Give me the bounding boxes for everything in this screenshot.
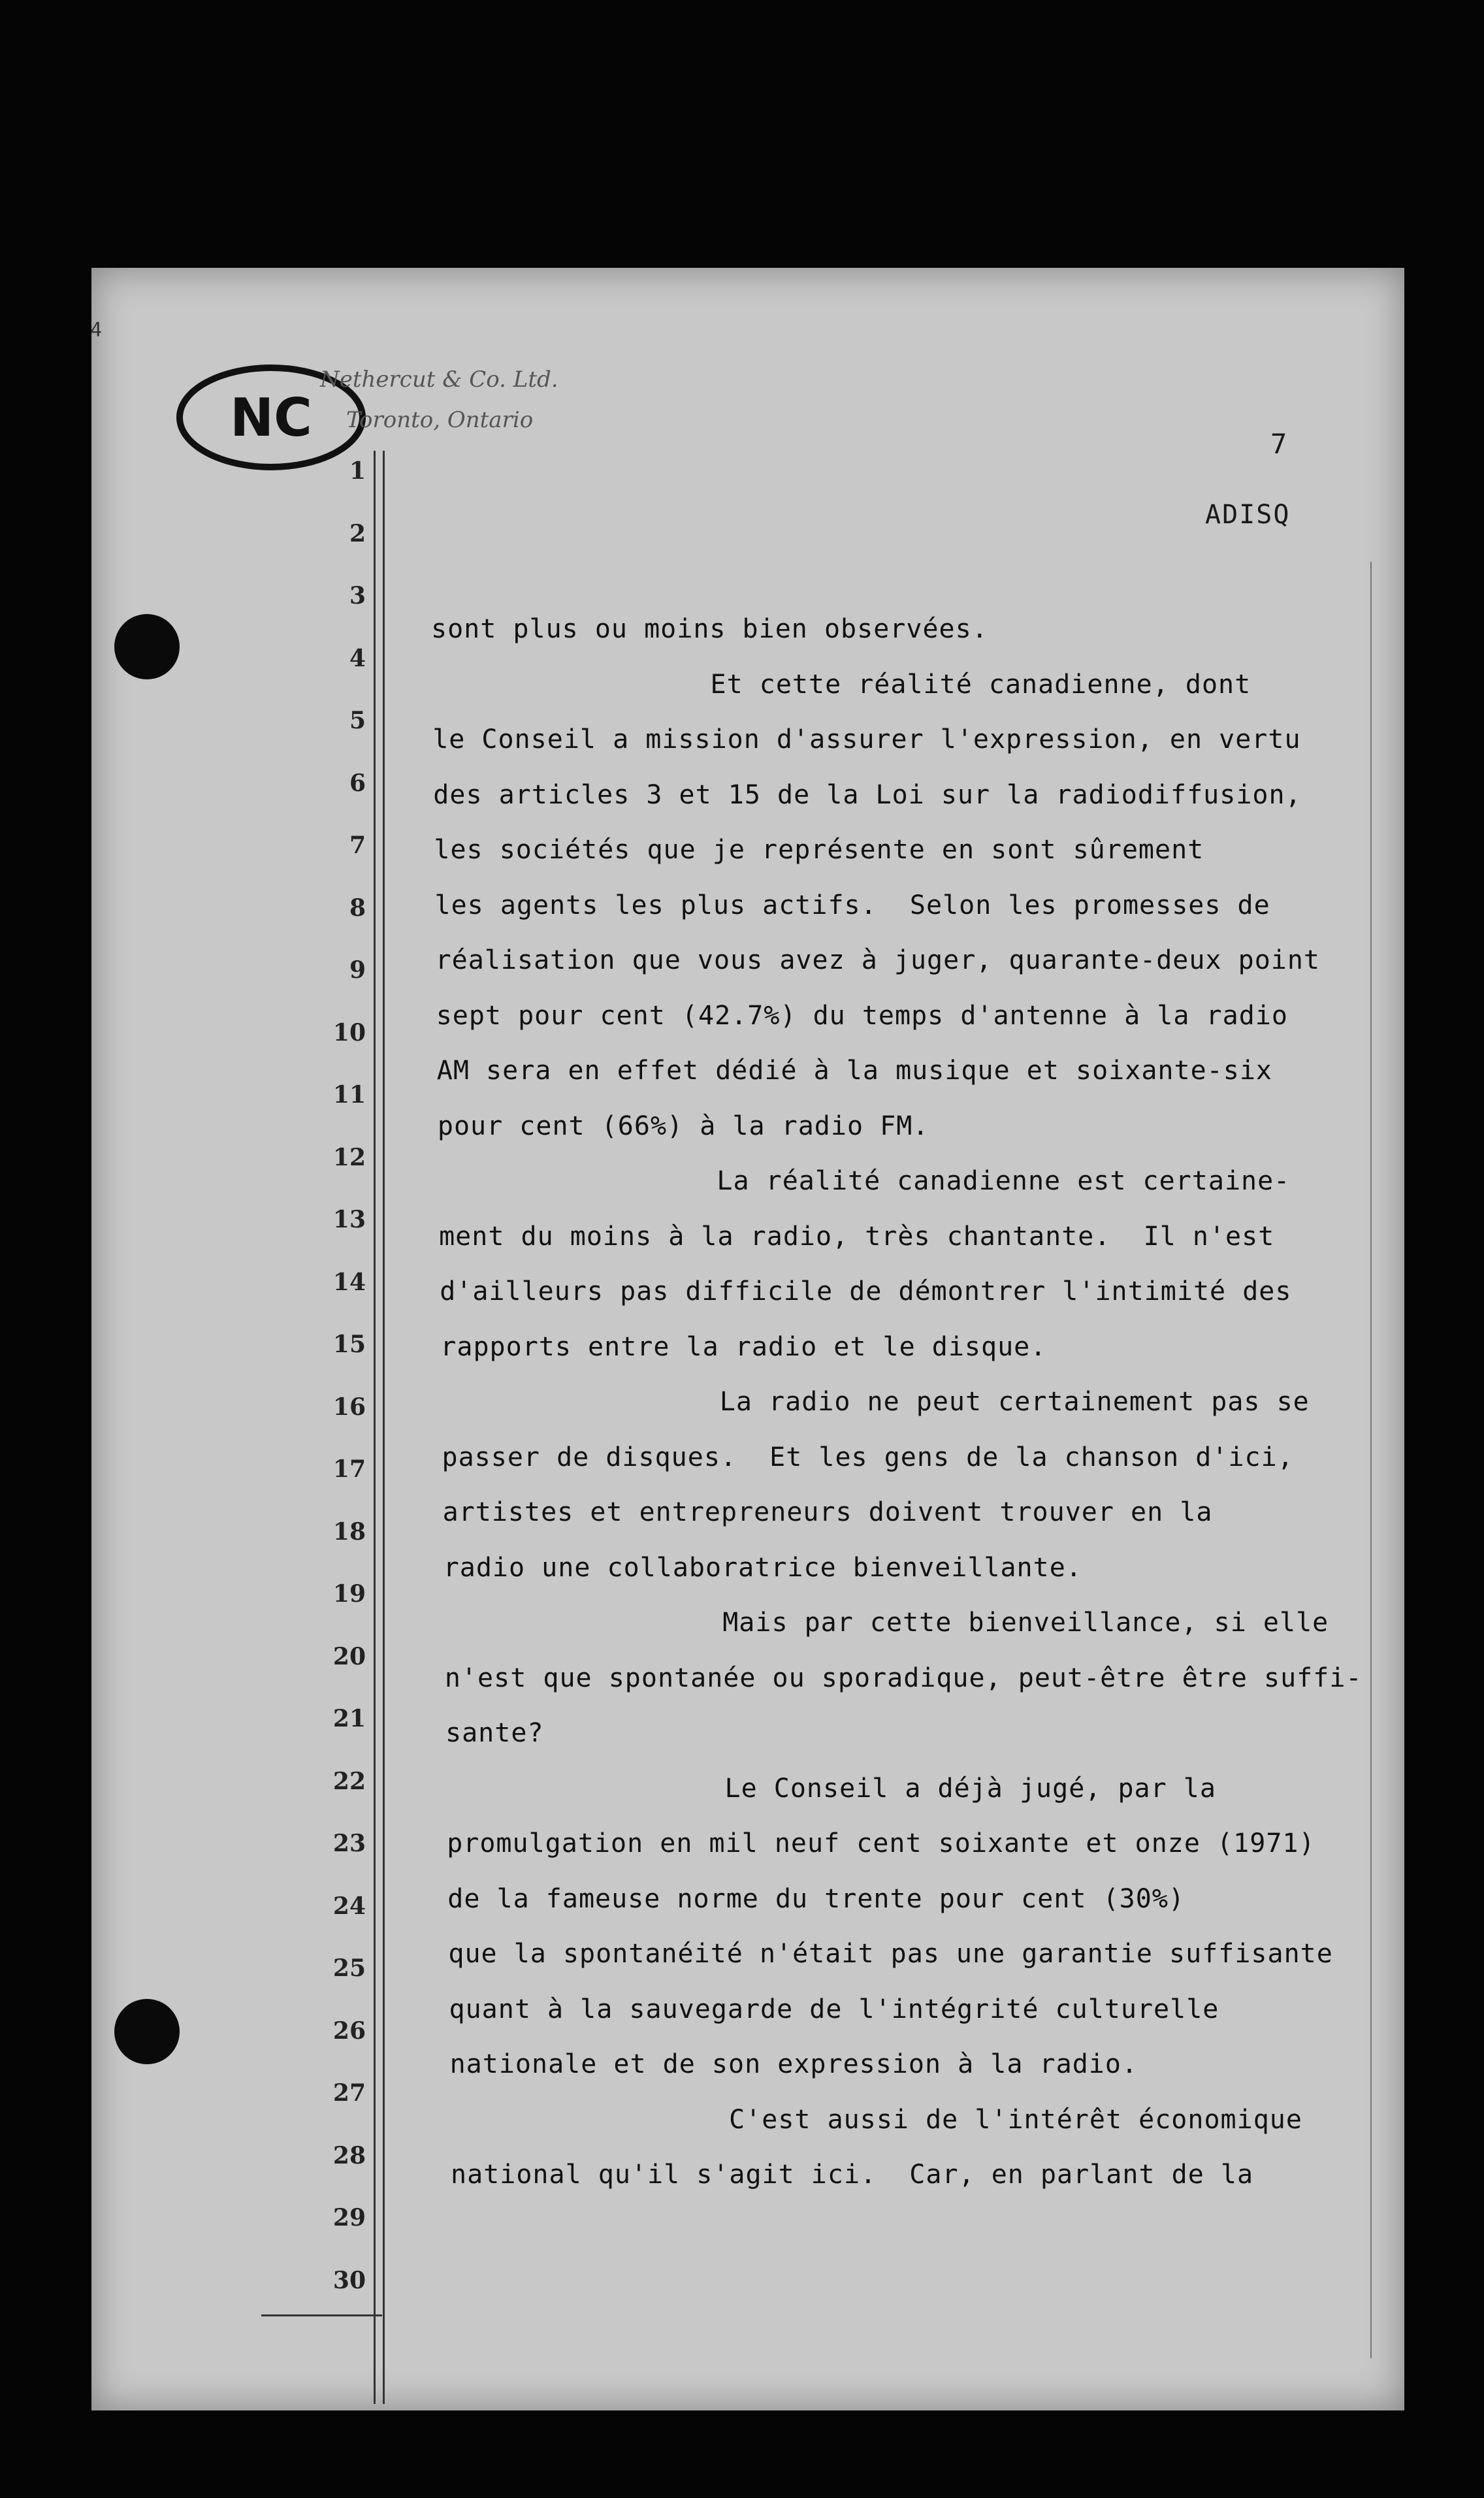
body-line: quant à la sauvegarde de l'intégrité culturelle [449,1994,1219,2024]
letterhead [320,359,558,440]
line-number: 13 [332,1206,366,1233]
body-line: de la fameuse norme du trente pour cent (30%) [447,1883,1185,1914]
line-number: 1 [349,457,366,485]
document-page [91,268,1404,2410]
line-number: 10 [332,1018,366,1046]
body-line: Mais par cette bienveillance, si elle [444,1608,1329,1638]
body-line: sept pour cent (42.7%) du temps d'antenne à la radio [436,1000,1288,1031]
body-line: que la spontanéité n'était pas une garantie suffisante [448,1939,1333,1969]
body-line: nationale et de son expression à la radio. [449,2049,1138,2079]
line-number: 23 [332,1830,366,1857]
line-number: 30 [332,2266,366,2294]
body-line: sante? [445,1718,544,1748]
logo-text: NC [230,387,312,448]
line-number: 20 [332,1642,366,1670]
margin-rule-right [383,451,385,2404]
line-number: 21 [332,1705,366,1732]
line-number: 25 [332,1955,366,1982]
line-number: 2 [349,519,366,547]
body-line: Le Conseil a déjà jugé, par la [446,1773,1216,1804]
edge-mark: 4 [90,319,103,342]
body-line: passer de disques. Et les gens de la chanson d'ici, [442,1442,1294,1472]
line-number: 9 [349,956,366,984]
body-line: des articles 3 et 15 de la Loi sur la radiodiffusion, [433,779,1302,810]
line-number: 16 [332,1393,366,1421]
body-line: réalisation que vous avez à juger, quarante-deux point [435,945,1321,975]
body-line: d'ailleurs pas difficile de démontrer l'intimité des [440,1276,1292,1306]
line-number: 24 [332,1892,366,1920]
line-number: 19 [332,1580,366,1608]
body-line: pour cent (66%) à la radio FM. [437,1111,929,1141]
line-number: 8 [349,894,366,922]
line-number: 12 [332,1143,366,1171]
body-line: les agents les plus actifs. Selon les promesses de [434,890,1270,920]
line-number: 6 [349,769,366,797]
line-number: 27 [332,2079,366,2107]
line-number: 29 [332,2204,366,2231]
body-line: Et cette réalité canadienne, dont [432,669,1251,700]
punch-hole-bottom [114,1999,180,2064]
punch-hole-top [114,614,180,679]
right-margin-rule [1370,562,1372,2358]
line-number: 3 [349,582,366,609]
line-number: 18 [332,1517,366,1546]
body-line: n'est que spontanée ou sporadique, peut-être être suffi- [444,1663,1363,1693]
line-number: 4 [349,644,366,672]
body-line: le Conseil a mission d'assurer l'expression, en vertu [432,724,1301,754]
document-header: ADISQ [1205,500,1291,530]
body-line: ment du moins à la radio, très chantante. Il n'est [439,1221,1275,1252]
body-line: artistes et entrepreneurs doivent trouver en la [442,1497,1213,1527]
body-line: sont plus ou moins bien observées. [431,614,988,644]
line-number: 22 [332,1767,366,1795]
body-line: C'est aussi de l'intérêt économique [450,2104,1302,2135]
body-line: national qu'il s'agit ici. Car, en parlant de la [451,2160,1254,2190]
line-number: 11 [332,1081,366,1109]
line-number: 17 [332,1455,366,1483]
body-line: radio une collaboratrice bienveillante. [443,1552,1082,1583]
body-line: promulgation en mil neuf cent soixante et onze (1971) [447,1828,1315,1858]
firm-name: Nethercut & Co. Ltd. [320,366,558,393]
body-line: rapports entre la radio et le disque. [440,1331,1047,1362]
body-line: La réalité canadienne est certaine- [438,1166,1291,1196]
page-number: 7 [1270,428,1287,460]
line-number: 7 [349,832,366,859]
body-line: La radio ne peut certainement pas se [441,1387,1310,1417]
line-number: 5 [349,707,366,734]
firm-city: Toronto, Ontario [346,407,534,433]
line-number: 14 [332,1268,366,1296]
line-number: 15 [332,1331,366,1358]
body-line: les sociétés que je représente en sont sûrement [434,835,1204,865]
line-30-underline [261,2314,382,2316]
line-number: 26 [332,2017,366,2045]
margin-rule-left [374,451,376,2404]
line-number: 28 [332,2141,366,2169]
body-line: AM sera en effet dédié à la musique et soixante-six [436,1056,1272,1086]
